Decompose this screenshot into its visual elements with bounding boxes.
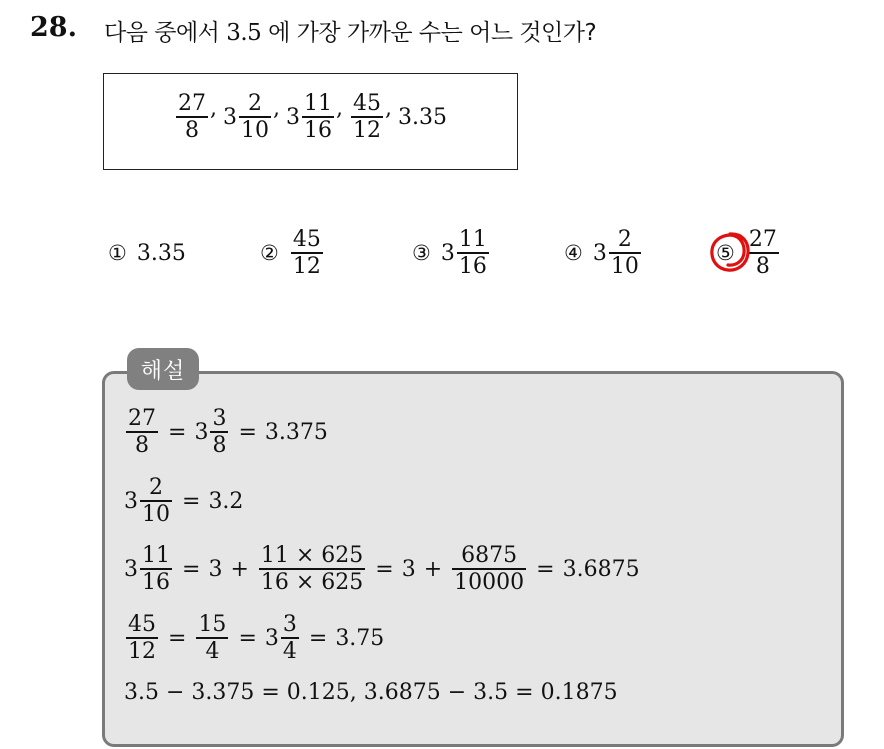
explanation-line-1 <box>124 406 328 458</box>
choice-3[interactable] <box>412 221 491 285</box>
fraction-denominator: 10000 <box>454 569 525 595</box>
equals-sign: = <box>536 556 555 582</box>
question-text <box>104 14 596 47</box>
result-value: 3.6875 <box>562 556 640 582</box>
choice-5[interactable] <box>716 221 781 285</box>
fraction-numerator: 27 <box>128 406 156 431</box>
choice-mixed <box>441 227 491 279</box>
fraction-numerator: 45 <box>353 91 381 116</box>
equals-sign: = <box>182 488 201 514</box>
fraction-numerator: 11 <box>304 91 332 116</box>
fraction-numerator: 11 <box>458 226 487 252</box>
choice-number-3: ③ <box>412 241 431 265</box>
fraction-numerator: 3 <box>212 406 227 431</box>
fraction <box>259 543 365 595</box>
explanation-line-4 <box>124 612 384 664</box>
explanation-line-3 <box>124 543 640 595</box>
fraction-numerator: 6875 <box>461 543 518 568</box>
whole-part: 3 <box>223 104 237 130</box>
fraction-numerator: 15 <box>198 612 227 637</box>
question-number: 28. <box>30 12 77 43</box>
term: 3 <box>208 556 223 582</box>
choice-number-5: ⑤ <box>716 241 735 265</box>
whole-part: 3 <box>264 625 279 651</box>
given-numbers-row <box>174 91 447 143</box>
fraction-numerator: 3 <box>282 612 297 637</box>
separator: , <box>385 96 392 122</box>
fraction <box>609 227 641 279</box>
plus-sign: + <box>423 556 443 582</box>
equals-sign: = <box>308 625 328 651</box>
result-value: 3.2 <box>208 488 244 514</box>
fraction <box>196 612 228 664</box>
fraction <box>239 91 271 143</box>
explanation-line-2 <box>124 475 243 527</box>
equals-sign: = <box>375 556 394 582</box>
given-decimal: 3.35 <box>398 104 447 130</box>
fraction-denominator: 4 <box>282 638 297 664</box>
result-value: 3.375 <box>264 419 328 445</box>
difference-comparison: 3.5 − 3.375 = 0.125, 3.6875 − 3.5 = 0.1875 <box>124 680 618 705</box>
choice-fraction <box>291 227 323 279</box>
fraction-numerator: 27 <box>178 91 206 116</box>
fraction-numerator: 45 <box>128 612 156 637</box>
explanation-tag: 해설 <box>127 348 199 390</box>
fraction-denominator: 10 <box>610 253 639 279</box>
given-numbers-box <box>103 73 518 170</box>
answer-choices <box>108 221 808 285</box>
fraction-denominator: 16 × 625 <box>260 569 364 595</box>
separator: , <box>210 96 217 122</box>
given-mixed-3-2-10 <box>223 91 273 143</box>
fraction-denominator: 8 <box>135 432 149 458</box>
fraction <box>140 543 172 595</box>
equals-sign: = <box>238 419 257 445</box>
choice-number-1: ① <box>108 241 127 265</box>
equals-sign: = <box>168 419 187 445</box>
choice-2[interactable] <box>260 221 325 285</box>
fraction-denominator: 10 <box>241 117 269 143</box>
fraction-numerator: 45 <box>292 226 321 252</box>
fraction-numerator: 2 <box>617 226 632 252</box>
equals-sign: = <box>168 625 187 651</box>
fraction-denominator: 8 <box>185 117 199 143</box>
fraction-denominator: 16 <box>304 117 332 143</box>
fraction-denominator: 12 <box>292 253 321 279</box>
choice-number-4: ④ <box>564 241 583 265</box>
fraction <box>281 612 299 664</box>
fraction <box>126 612 158 664</box>
whole-part: 3 <box>440 240 455 266</box>
fraction <box>210 406 228 458</box>
given-fraction-45-12 <box>351 91 383 143</box>
plus-sign: + <box>230 556 249 582</box>
equals-sign: = <box>182 556 201 582</box>
question-text-number: 3.5 <box>226 20 262 46</box>
given-mixed-3-11-16 <box>286 91 336 143</box>
fraction-numerator: 2 <box>149 475 163 500</box>
whole-part: 3 <box>286 104 300 130</box>
question-text-after: 에 가장 가까운 수는 어느 것인가? <box>261 20 597 46</box>
choice-fraction <box>747 227 779 279</box>
fraction-denominator: 8 <box>755 253 770 279</box>
choice-mixed <box>593 227 643 279</box>
explanation-line-5 <box>124 680 618 705</box>
fraction <box>302 91 334 143</box>
fraction-denominator: 12 <box>128 638 156 664</box>
fraction-denominator: 8 <box>212 432 227 458</box>
fraction <box>140 475 172 527</box>
fraction-denominator: 4 <box>205 638 220 664</box>
separator: , <box>273 96 280 122</box>
choice-1[interactable] <box>108 221 186 285</box>
choice-number-2: ② <box>260 241 279 265</box>
choice-value: 3.35 <box>136 240 186 266</box>
result-value: 3.75 <box>335 625 385 651</box>
separator: , <box>336 96 343 122</box>
choice-4[interactable] <box>564 221 643 285</box>
fraction <box>126 406 158 458</box>
fraction-numerator: 27 <box>748 226 777 252</box>
term: 3 <box>401 556 416 582</box>
whole-part: 3 <box>124 488 138 514</box>
fraction-denominator: 16 <box>458 253 487 279</box>
whole-part: 3 <box>592 240 607 266</box>
fraction-numerator: 11 <box>142 543 170 568</box>
fraction-denominator: 10 <box>142 501 170 527</box>
fraction-numerator: 11 × 625 <box>260 543 364 568</box>
whole-part: 3 <box>124 556 138 582</box>
given-fraction-27-8 <box>176 91 208 143</box>
fraction-denominator: 12 <box>353 117 381 143</box>
fraction <box>457 227 489 279</box>
whole-part: 3 <box>194 419 209 445</box>
fraction <box>452 543 526 595</box>
equals-sign: = <box>238 625 257 651</box>
fraction-numerator: 2 <box>248 91 262 116</box>
question-text-before: 다음 중에서 <box>104 20 227 46</box>
fraction-denominator: 16 <box>142 569 170 595</box>
